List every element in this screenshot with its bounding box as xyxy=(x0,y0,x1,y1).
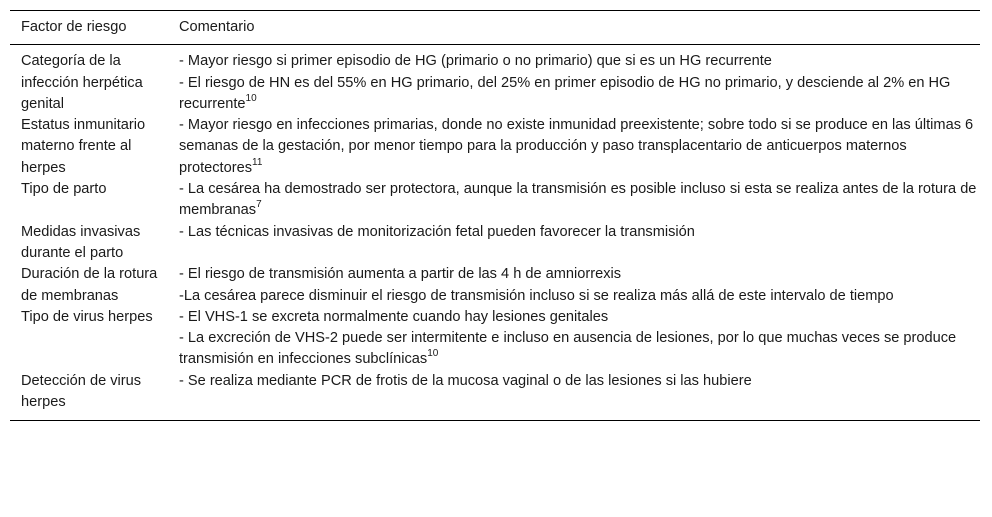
reference-superscript: 11 xyxy=(252,156,263,168)
risk-factor-cell: Duración de la rotura de membranas xyxy=(21,266,158,304)
reference-superscript: 7 xyxy=(256,199,262,211)
risk-factor-cell: Estatus inmunitario materno frente al herpes xyxy=(21,117,146,176)
comment-cell xyxy=(168,371,980,421)
comment-text: - El riesgo de HN es del 55% en HG primario, del 25% en primer episodio de HG no primario, y desciende al 2% en HG recurrente xyxy=(179,74,951,112)
comment-line xyxy=(179,179,980,222)
comment-text: -La cesárea parece disminuir el riesgo de transmisión incluso si se realiza más allá de este intervalo de tiempo xyxy=(179,287,894,304)
table-row xyxy=(10,222,980,265)
comment-line xyxy=(179,286,980,307)
header-comment: Comentario xyxy=(179,19,255,35)
comment-text: - Mayor riesgo si primer episodio de HG (primario o no primario) que si es un HG recurrente xyxy=(179,53,772,70)
table-header xyxy=(10,11,980,45)
comment-cell xyxy=(168,45,980,115)
comment-cell xyxy=(168,179,980,222)
comment-line xyxy=(179,73,980,116)
comment-line xyxy=(179,222,980,243)
table-row xyxy=(10,45,980,115)
risk-factor-cell: Categoría de la infección herpética genital xyxy=(21,53,143,112)
risk-factor-cell: Tipo de virus herpes xyxy=(21,308,153,325)
comment-line xyxy=(179,264,980,285)
comment-cell xyxy=(168,222,980,265)
risk-factor-cell: Medidas invasivas durante el parto xyxy=(21,223,141,261)
table-row xyxy=(10,115,980,179)
comment-text: - Mayor riesgo en infecciones primarias, donde no existe inmunidad preexistente; sobre todo si se produce en las últimas 6 semanas de la gestación, por menor tiempo para la producción y paso transplacentario de anticuerpos maternos protectores xyxy=(179,117,974,176)
comment-cell xyxy=(168,307,980,371)
comment-text: - La cesárea ha demostrado ser protectora, aunque la transmisión es posible incluso si esta se realiza antes de la rotura de membranas xyxy=(179,181,977,219)
comment-text: - El riesgo de transmisión aumenta a partir de las 4 h de amniorrexis xyxy=(179,266,622,283)
comment-line xyxy=(179,115,980,179)
table-row xyxy=(10,371,980,421)
risk-factor-cell: Tipo de parto xyxy=(21,181,107,198)
risk-factor-table-container xyxy=(10,10,980,421)
risk-factor-cell: Detección de virus herpes xyxy=(21,372,142,411)
comment-text: - La excreción de VHS-2 puede ser intermitente e incluso en ausencia de lesiones, por lo que muchas veces se produce transmisión en infecciones subclínicas xyxy=(179,330,957,368)
comment-text: - El VHS-1 se excreta normalmente cuando hay lesiones genitales xyxy=(179,308,609,325)
table-row xyxy=(10,179,980,222)
comment-cell xyxy=(168,264,980,307)
comment-line xyxy=(179,51,980,72)
table-row xyxy=(10,264,980,307)
risk-factor-table xyxy=(10,10,980,421)
comment-line xyxy=(179,307,980,328)
header-row xyxy=(10,11,980,45)
comment-cell xyxy=(168,115,980,179)
reference-superscript: 10 xyxy=(427,348,439,360)
header-risk-factor: Factor de riesgo xyxy=(21,19,127,35)
reference-superscript: 10 xyxy=(245,92,257,104)
comment-text: - Se realiza mediante PCR de frotis de la mucosa vaginal o de las lesiones si las hubiere xyxy=(179,372,752,389)
table-body xyxy=(10,45,980,421)
comment-line xyxy=(179,371,980,392)
table-row xyxy=(10,307,980,371)
comment-text: - Las técnicas invasivas de monitorización fetal pueden favorecer la transmisión xyxy=(179,223,695,240)
comment-line xyxy=(179,328,980,371)
